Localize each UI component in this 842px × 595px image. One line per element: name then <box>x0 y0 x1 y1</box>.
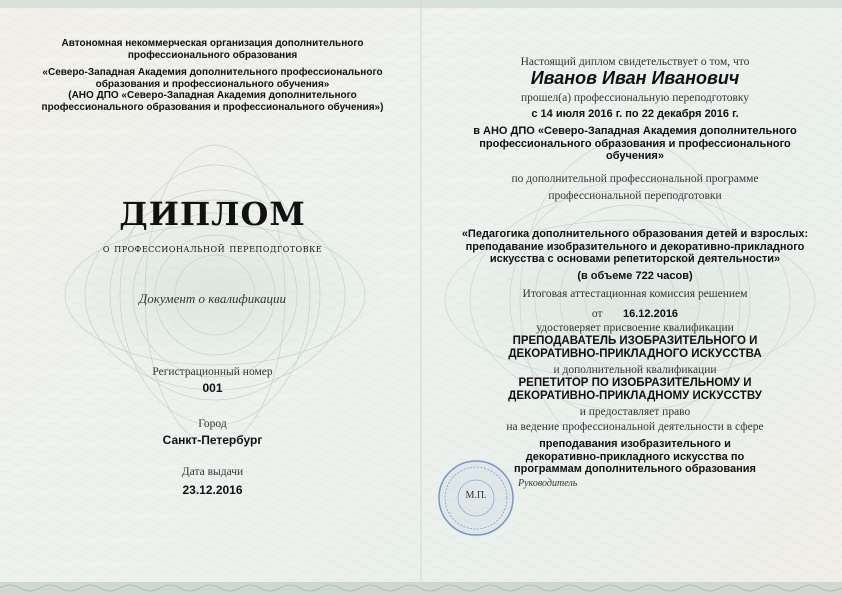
sphere-line: декоративно-прикладного искусства по <box>525 450 745 463</box>
diploma-title: ДИПЛОМ <box>119 195 306 233</box>
sphere-line: программам дополнительного образования <box>514 463 756 476</box>
program-title <box>435 228 835 266</box>
institution-name <box>435 125 835 163</box>
qualification-additional <box>435 377 835 403</box>
program-label-line: по дополнительной профессиональной программе <box>511 173 759 185</box>
city-value: Санкт-Петербург <box>162 433 263 447</box>
passed-text: прошел(а) профессиональную переподготовку <box>520 92 750 104</box>
sphere-line: преподавания изобразительного и <box>539 438 731 450</box>
qualification-line: ДЕКОРАТИВНО-ПРИКЛАДНОГО ИСКУССТВА <box>508 348 762 361</box>
registration-number: 001 <box>202 381 223 395</box>
program-label-line: профессиональной переподготовки <box>548 190 722 203</box>
org-line: профессионального образования и профессионального обучения») <box>41 101 384 113</box>
from-label: от <box>591 308 603 320</box>
decision-date-row <box>435 304 835 322</box>
org-line: «Северо-Западная Академия дополнительного профессионального <box>42 67 383 78</box>
program-title-line: искусства с основами репетиторской деятельности» <box>489 253 781 266</box>
institution-line: обучения» <box>606 150 664 163</box>
issue-date-value: 23.12.2016 <box>182 483 243 497</box>
program-title-line: «Педагогика дополнительного образования детей и взрослых: <box>461 228 809 240</box>
qualification-line: ПРЕПОДАВАТЕЛЬ ИЗОБРАЗИТЕЛЬНОГО И <box>512 335 758 347</box>
program-hours: (в объеме 722 часов) <box>577 270 693 282</box>
certifies-text: Настоящий диплом свидетельствует о том, что <box>520 56 750 68</box>
organization-name <box>20 38 405 113</box>
registration-label: Регистрационный номер <box>152 366 273 378</box>
commission-text: Итоговая аттестационная комиссия решением <box>522 288 748 300</box>
org-line: профессионального образования <box>127 49 298 61</box>
decision-date: 16.12.2016 <box>623 308 679 320</box>
additional-text: и дополнительной квалификации <box>553 364 717 376</box>
study-period: с 14 июля 2016 г. по 22 декабря 2016 г. <box>531 108 739 120</box>
diploma-subtitle: о профессиональной переподготовке <box>102 241 323 255</box>
org-line: (АНО ДПО «Северо-Западная Академия дополнительного <box>68 90 357 101</box>
official-stamp <box>436 458 516 538</box>
program-label <box>435 173 835 203</box>
org-line: Автономная некоммерческая организация дополнительного <box>61 38 364 49</box>
activity-text: на ведение профессиональной деятельности в сфере <box>506 421 764 433</box>
program-title-line: преподавание изобразительного и декоративно-прикладного <box>465 240 805 253</box>
head-signature-label: Руководитель <box>518 478 578 489</box>
org-line: образования и профессионального обучения» <box>95 78 330 90</box>
city-label: Город <box>198 418 227 430</box>
qualification-line: ДЕКОРАТИВНО-ПРИКЛАДНОМУ ИСКУССТВУ <box>508 390 762 403</box>
institution-line: профессионального образования и профессионального <box>479 137 791 150</box>
issue-date-label: Дата выдачи <box>181 466 244 478</box>
institution-line: в АНО ДПО «Северо-Западная Академия дополнительного <box>473 125 797 137</box>
stamp-label: М.П. <box>465 490 487 501</box>
document-type: Документ о квалификации <box>139 291 286 306</box>
grants-text: и предоставляет право <box>579 406 691 418</box>
graduate-name: Иванов Иван Иванович <box>530 68 740 88</box>
confirms-text: удостоверяет присвоение квалификации <box>536 322 734 334</box>
qualification-main <box>435 335 835 361</box>
qualification-line: РЕПЕТИТОР ПО ИЗОБРАЗИТЕЛЬНОМУ И <box>518 377 752 389</box>
